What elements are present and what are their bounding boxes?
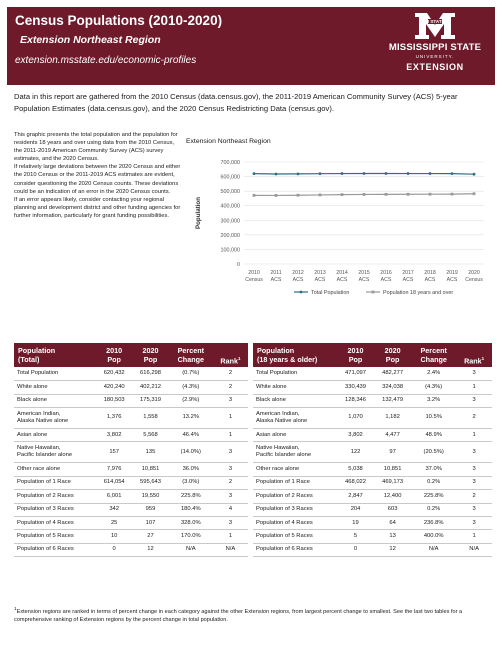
report-subtitle: Extension Northeast Region — [20, 34, 161, 46]
rank-cell: 4 — [213, 503, 248, 516]
population-line-chart — [186, 138, 494, 313]
row-label-cell — [14, 442, 96, 463]
row-label-line1: Black alone — [256, 397, 286, 404]
x-tick-label: ACS — [314, 277, 326, 283]
rank-cell: 1 — [213, 429, 248, 442]
row-label-line1: Population of 6 Races — [17, 546, 74, 553]
value-2020-cell: 469,173 — [374, 476, 411, 489]
percent-change-cell: (0.7%) — [169, 367, 213, 380]
percent-change-cell: N/A — [411, 543, 456, 556]
percent-change-cell: 10.5% — [411, 408, 456, 429]
adult-population-table — [253, 343, 492, 557]
rank-cell: 3 — [213, 517, 248, 530]
data-point — [385, 193, 388, 196]
row-label-cell — [253, 367, 337, 380]
row-label-cell — [14, 394, 96, 407]
percent-change-cell: (2.9%) — [169, 394, 213, 407]
col-header-2020: 2020 Pop — [374, 343, 411, 367]
value-2010-cell: 3,802 — [337, 429, 374, 442]
row-label-cell — [253, 394, 337, 407]
percent-change-cell: 0.2% — [411, 476, 456, 489]
row-label-line1: Population of 4 Races — [17, 519, 74, 526]
logo-mark-text: M STATE — [425, 19, 445, 25]
percent-change-cell: (14.0%) — [169, 442, 213, 463]
rank-cell: 2 — [213, 381, 248, 394]
y-tick-label: 600,000 — [220, 174, 240, 181]
table-row — [253, 530, 492, 543]
data-point — [275, 194, 278, 197]
value-2010-cell: 330,439 — [337, 381, 374, 394]
y-tick-label: 0 — [237, 262, 240, 268]
side-description — [14, 131, 182, 220]
report-title: Census Populations (2010-2020) — [15, 13, 223, 28]
row-label-cell — [14, 463, 96, 476]
percent-change-cell: 3.2% — [411, 394, 456, 407]
side-paragraph-3: If an error appears likely, consider contacting your regional planning and development district and other funding agencies for further information, particularly for grant funding possibilities. — [14, 196, 181, 219]
data-point — [429, 172, 432, 175]
value-2020-cell: 135 — [132, 442, 168, 463]
rank-cell: 3 — [456, 476, 492, 489]
x-tick-label: ACS — [292, 277, 304, 283]
value-2020-cell: 402,212 — [132, 381, 168, 394]
value-2020-cell: 1,182 — [374, 408, 411, 429]
x-tick-label: 2011 — [270, 270, 282, 276]
table-row — [14, 442, 248, 463]
row-label-cell — [14, 503, 96, 516]
col-header-2020: 2020 Pop — [132, 343, 168, 367]
value-2010-cell: 614,054 — [96, 476, 132, 489]
percent-change-cell: 225.8% — [411, 490, 456, 503]
x-tick-label: ACS — [402, 277, 414, 283]
table-row — [253, 490, 492, 503]
table-row — [253, 408, 492, 429]
x-tick-label: ACS — [358, 277, 370, 283]
row-label-line1: Population of 3 Races — [17, 506, 74, 513]
value-2020-cell: 324,038 — [374, 381, 411, 394]
row-label-cell — [253, 463, 337, 476]
table-row — [253, 429, 492, 442]
row-label-cell — [14, 381, 96, 394]
row-label-line1: American Indian, — [256, 410, 300, 417]
y-tick-label: 300,000 — [220, 218, 240, 225]
table-row — [253, 476, 492, 489]
percent-change-cell: (20.5%) — [411, 442, 456, 463]
x-tick-label: 2013 — [314, 270, 326, 276]
table-row — [253, 442, 492, 463]
table-row — [14, 367, 248, 380]
row-label-line1: Population of 1 Race — [17, 479, 71, 486]
msu-extension-logo — [379, 11, 491, 81]
x-tick-label: ACS — [380, 277, 392, 283]
rank-cell: 3 — [213, 463, 248, 476]
row-label-line1: Native Hawaiian, — [17, 445, 61, 452]
value-2020-cell: 10,851 — [374, 463, 411, 476]
rank-cell: 1 — [456, 429, 492, 442]
percent-change-cell: 13.2% — [169, 408, 213, 429]
legend-marker-total — [300, 291, 303, 294]
chart-title: Extension Northeast Region — [186, 138, 271, 145]
row-label-line1: Population of 2 Races — [256, 492, 313, 499]
value-2010-cell: 157 — [96, 442, 132, 463]
percent-change-cell: 236.8% — [411, 517, 456, 530]
data-point — [429, 193, 432, 196]
legend-label-adult: Population 18 years and over — [383, 290, 454, 296]
percent-change-cell: 328.0% — [169, 517, 213, 530]
data-point — [253, 194, 256, 197]
table-row — [14, 408, 248, 429]
table-row — [253, 367, 492, 380]
y-tick-label: 100,000 — [220, 247, 240, 254]
table-row — [253, 463, 492, 476]
total-population-table — [14, 343, 248, 557]
value-2010-cell: 468,022 — [337, 476, 374, 489]
value-2020-cell: 132,479 — [374, 394, 411, 407]
rank-cell: 3 — [213, 490, 248, 503]
data-point — [407, 172, 410, 175]
row-label-line2: Alaska Native alone — [256, 418, 308, 425]
row-label-line1: Population of 3 Races — [256, 506, 313, 513]
data-point — [319, 194, 322, 197]
row-label-line1: Population of 6 Races — [256, 546, 313, 553]
table-row — [14, 490, 248, 503]
rank-cell: 3 — [213, 442, 248, 463]
row-label-line1: Asian alone — [17, 431, 48, 438]
data-point — [275, 173, 278, 176]
row-label-line1: Total Population — [17, 370, 59, 377]
table-row — [14, 543, 248, 556]
value-2020-cell: 13 — [374, 530, 411, 543]
value-2010-cell: 471,097 — [337, 367, 374, 380]
value-2020-cell: 107 — [132, 517, 168, 530]
row-label-cell — [253, 490, 337, 503]
value-2010-cell: 342 — [96, 503, 132, 516]
data-point — [297, 172, 300, 175]
row-label-cell — [253, 476, 337, 489]
row-label-cell — [253, 543, 337, 556]
rank-cell: N/A — [456, 543, 492, 556]
data-point — [451, 172, 454, 175]
percent-change-cell: 180.4% — [169, 503, 213, 516]
x-tick-label: 2017 — [402, 270, 414, 276]
value-2020-cell: 616,298 — [132, 367, 168, 380]
x-tick-label: 2019 — [446, 270, 458, 276]
footnote — [14, 605, 492, 624]
value-2010-cell: 420,240 — [96, 381, 132, 394]
row-label-line1: American Indian, — [17, 410, 61, 417]
rank-cell: 3 — [456, 442, 492, 463]
value-2020-cell: 10,851 — [132, 463, 168, 476]
value-2020-cell: 175,319 — [132, 394, 168, 407]
col-header-rank: Rank$^1$ — [213, 343, 248, 367]
value-2010-cell: 180,503 — [96, 394, 132, 407]
value-2010-cell: 128,346 — [337, 394, 374, 407]
row-label-line1: Other race alone — [256, 466, 300, 473]
row-label-cell — [14, 530, 96, 543]
value-2010-cell: 6,001 — [96, 490, 132, 503]
table-header-row — [253, 343, 492, 367]
rank-cell: 2 — [213, 476, 248, 489]
col-header-2010: 2010 Pop — [96, 343, 132, 367]
intro-paragraph: Data in this report are gathered from the 2010 Census (data.census.gov), the 2011-2019 American Community Survey (ACS) 5-year Population Estimates (data.census.gov), and the 2020 Census Redistricting Data (census.gov). — [14, 92, 458, 113]
data-point — [407, 193, 410, 196]
row-label-cell — [253, 381, 337, 394]
value-2020-cell: 603 — [374, 503, 411, 516]
x-tick-label: 2010 — [248, 270, 260, 276]
table-row — [14, 381, 248, 394]
rank-cell: 3 — [213, 394, 248, 407]
row-label-cell — [14, 429, 96, 442]
x-tick-label: Census — [245, 277, 263, 283]
row-label-line1: Other race alone — [17, 466, 61, 473]
table-row — [253, 394, 492, 407]
x-tick-label: 2012 — [292, 270, 304, 276]
row-label-line1: Native Hawaiian, — [256, 445, 300, 452]
percent-change-cell: 46.4% — [169, 429, 213, 442]
value-2020-cell: 27 — [132, 530, 168, 543]
data-point — [341, 172, 344, 175]
value-2010-cell: 7,976 — [96, 463, 132, 476]
table-row — [14, 394, 248, 407]
rank-cell: 1 — [213, 530, 248, 543]
row-label-cell — [253, 442, 337, 463]
m-state-logo-icon — [413, 11, 457, 41]
table-row — [14, 530, 248, 543]
row-label-cell — [253, 503, 337, 516]
percent-change-cell: N/A — [169, 543, 213, 556]
percent-change-cell: 48.9% — [411, 429, 456, 442]
chart-svg — [186, 138, 494, 313]
side-paragraph-1: This graphic presents the total population and the population for residents 18 years and over using data from the 2010 Census, the 2011-2019 American Community Survey (ACS) survey estimates, and the 2020 Census. — [14, 132, 178, 163]
data-point — [473, 173, 476, 176]
value-2020-cell: 97 — [374, 442, 411, 463]
side-paragraph-2: If relatively large deviations between the 2020 Census and either the 2010 Census or the 2011-2019 ACS estimates are evident, consider questioning the 2020 Census counts. These deviations could be an indication of an error in the 2020 Census counts. — [14, 164, 181, 195]
table-row — [14, 517, 248, 530]
row-label-line1: Black alone — [17, 397, 47, 404]
row-label-line1: Population of 4 Races — [256, 519, 313, 526]
rank-cell: 2 — [456, 490, 492, 503]
rank-cell: 2 — [456, 408, 492, 429]
value-2010-cell: 2,847 — [337, 490, 374, 503]
value-2010-cell: 620,432 — [96, 367, 132, 380]
row-label-cell — [14, 543, 96, 556]
row-label-cell — [253, 429, 337, 442]
data-point — [253, 172, 256, 175]
value-2020-cell: 482,277 — [374, 367, 411, 380]
value-2010-cell: 19 — [337, 517, 374, 530]
x-tick-label: ACS — [270, 277, 282, 283]
table-row — [14, 429, 248, 442]
logo-university-name: MISSISSIPPI STATE — [388, 42, 482, 53]
value-2020-cell: 1,558 — [132, 408, 168, 429]
x-tick-label: 2016 — [380, 270, 392, 276]
rank-cell: 2 — [213, 367, 248, 380]
percent-change-cell: (4.3%) — [411, 381, 456, 394]
row-label-cell — [14, 490, 96, 503]
table-row — [253, 543, 492, 556]
table-row — [14, 503, 248, 516]
value-2020-cell: 12 — [374, 543, 411, 556]
col-header-rank: Rank$^1$ — [456, 343, 492, 367]
y-tick-label: 400,000 — [220, 203, 240, 210]
y-axis-label: Population — [195, 197, 202, 229]
rank-cell: N/A — [213, 543, 248, 556]
table-row — [253, 381, 492, 394]
logo-university-word: UNIVERSITY. — [415, 54, 455, 59]
value-2010-cell: 122 — [337, 442, 374, 463]
x-tick-label: 2014 — [336, 270, 348, 276]
x-tick-label: 2020 — [468, 270, 480, 276]
percent-change-cell: (4.3%) — [169, 381, 213, 394]
data-point — [363, 193, 366, 196]
legend-label-total: Total Population — [311, 290, 350, 296]
rank-cell: 1 — [456, 530, 492, 543]
row-label-cell — [253, 408, 337, 429]
value-2010-cell: 5 — [337, 530, 374, 543]
value-2020-cell: 19,550 — [132, 490, 168, 503]
value-2020-cell: 4,477 — [374, 429, 411, 442]
value-2020-cell: 12 — [132, 543, 168, 556]
table-row — [253, 517, 492, 530]
data-point — [319, 172, 322, 175]
value-2020-cell: 64 — [374, 517, 411, 530]
x-tick-label: ACS — [446, 277, 458, 283]
value-2010-cell: 5,038 — [337, 463, 374, 476]
percent-change-cell: 37.0% — [411, 463, 456, 476]
data-point — [363, 172, 366, 175]
rank-cell: 3 — [456, 517, 492, 530]
value-2010-cell: 25 — [96, 517, 132, 530]
col-header-percent: Percent Change — [411, 343, 456, 367]
row-label-cell — [253, 517, 337, 530]
value-2010-cell: 204 — [337, 503, 374, 516]
row-label-cell — [14, 517, 96, 530]
footnote-text: Extension regions are ranked in terms of percent change in each category against the other Extension regions, from largest percent change to smallest. See the last two tables for a comprehensive ranking of Extension regions by the percent change in total population. — [14, 608, 463, 624]
legend-marker-adult — [372, 291, 375, 294]
col-header-2010: 2010 Pop — [337, 343, 374, 367]
x-tick-label: 2018 — [424, 270, 436, 276]
row-label-line1: White alone — [17, 383, 48, 390]
data-point — [341, 193, 344, 196]
x-tick-label: Census — [465, 277, 483, 283]
col-header-percent: Percent Change — [169, 343, 213, 367]
value-2010-cell: 1,070 — [337, 408, 374, 429]
row-label-line1: Asian alone — [256, 431, 287, 438]
data-point — [473, 192, 476, 195]
row-label-line1: White alone — [256, 383, 287, 390]
rank-cell: 1 — [213, 408, 248, 429]
percent-change-cell: 2.4% — [411, 367, 456, 380]
value-2020-cell: 959 — [132, 503, 168, 516]
value-2010-cell: 1,376 — [96, 408, 132, 429]
logo-extension-word: EXTENSION — [406, 62, 464, 72]
table-row — [253, 503, 492, 516]
row-label-cell — [14, 476, 96, 489]
y-tick-label: 700,000 — [220, 160, 240, 166]
row-label-cell — [14, 408, 96, 429]
x-tick-label: ACS — [424, 277, 436, 283]
row-label-line2: Pacific Islander alone — [17, 452, 73, 459]
row-label-line1: Total Population — [256, 370, 298, 377]
col-header-category: Population (Total) — [14, 343, 96, 367]
report-header — [7, 7, 495, 85]
x-tick-label: ACS — [336, 277, 348, 283]
value-2020-cell: 5,568 — [132, 429, 168, 442]
percent-change-cell: 400.0% — [411, 530, 456, 543]
percent-change-cell: 225.8% — [169, 490, 213, 503]
data-point — [297, 194, 300, 197]
percent-change-cell: 0.2% — [411, 503, 456, 516]
data-point — [451, 193, 454, 196]
col-header-category: Population (18 years & older) — [253, 343, 337, 367]
rank-cell: 3 — [456, 463, 492, 476]
value-2010-cell: 0 — [96, 543, 132, 556]
row-label-line1: Population of 2 Races — [17, 492, 74, 499]
rank-cell: 1 — [456, 381, 492, 394]
percent-change-cell: 170.0% — [169, 530, 213, 543]
y-tick-label: 500,000 — [220, 189, 240, 196]
value-2020-cell: 595,643 — [132, 476, 168, 489]
value-2020-cell: 12,400 — [374, 490, 411, 503]
row-label-line1: Population of 1 Race — [256, 479, 310, 486]
percent-change-cell: (3.0%) — [169, 476, 213, 489]
footnote-marker: 1 — [14, 606, 17, 611]
rank-cell: 3 — [456, 394, 492, 407]
value-2010-cell: 3,802 — [96, 429, 132, 442]
row-label-cell — [14, 367, 96, 380]
x-tick-label: 2015 — [358, 270, 370, 276]
row-label-line1: Population of 5 Races — [17, 533, 74, 539]
rank-cell: 3 — [456, 367, 492, 380]
y-tick-label: 200,000 — [220, 232, 240, 239]
table-header-row — [14, 343, 248, 367]
percent-change-cell: 36.0% — [169, 463, 213, 476]
row-label-line2: Alaska Native alone — [17, 418, 69, 425]
table-row — [14, 463, 248, 476]
table-row — [14, 476, 248, 489]
value-2010-cell: 0 — [337, 543, 374, 556]
data-point — [385, 172, 388, 175]
row-label-line1: Population of 5 Races — [256, 533, 313, 539]
rank-cell: 3 — [456, 503, 492, 516]
row-label-cell — [253, 530, 337, 543]
value-2010-cell: 10 — [96, 530, 132, 543]
report-url[interactable]: extension.msstate.edu/economic-profiles — [15, 55, 197, 66]
row-label-line2: Pacific Islander alone — [256, 452, 312, 459]
